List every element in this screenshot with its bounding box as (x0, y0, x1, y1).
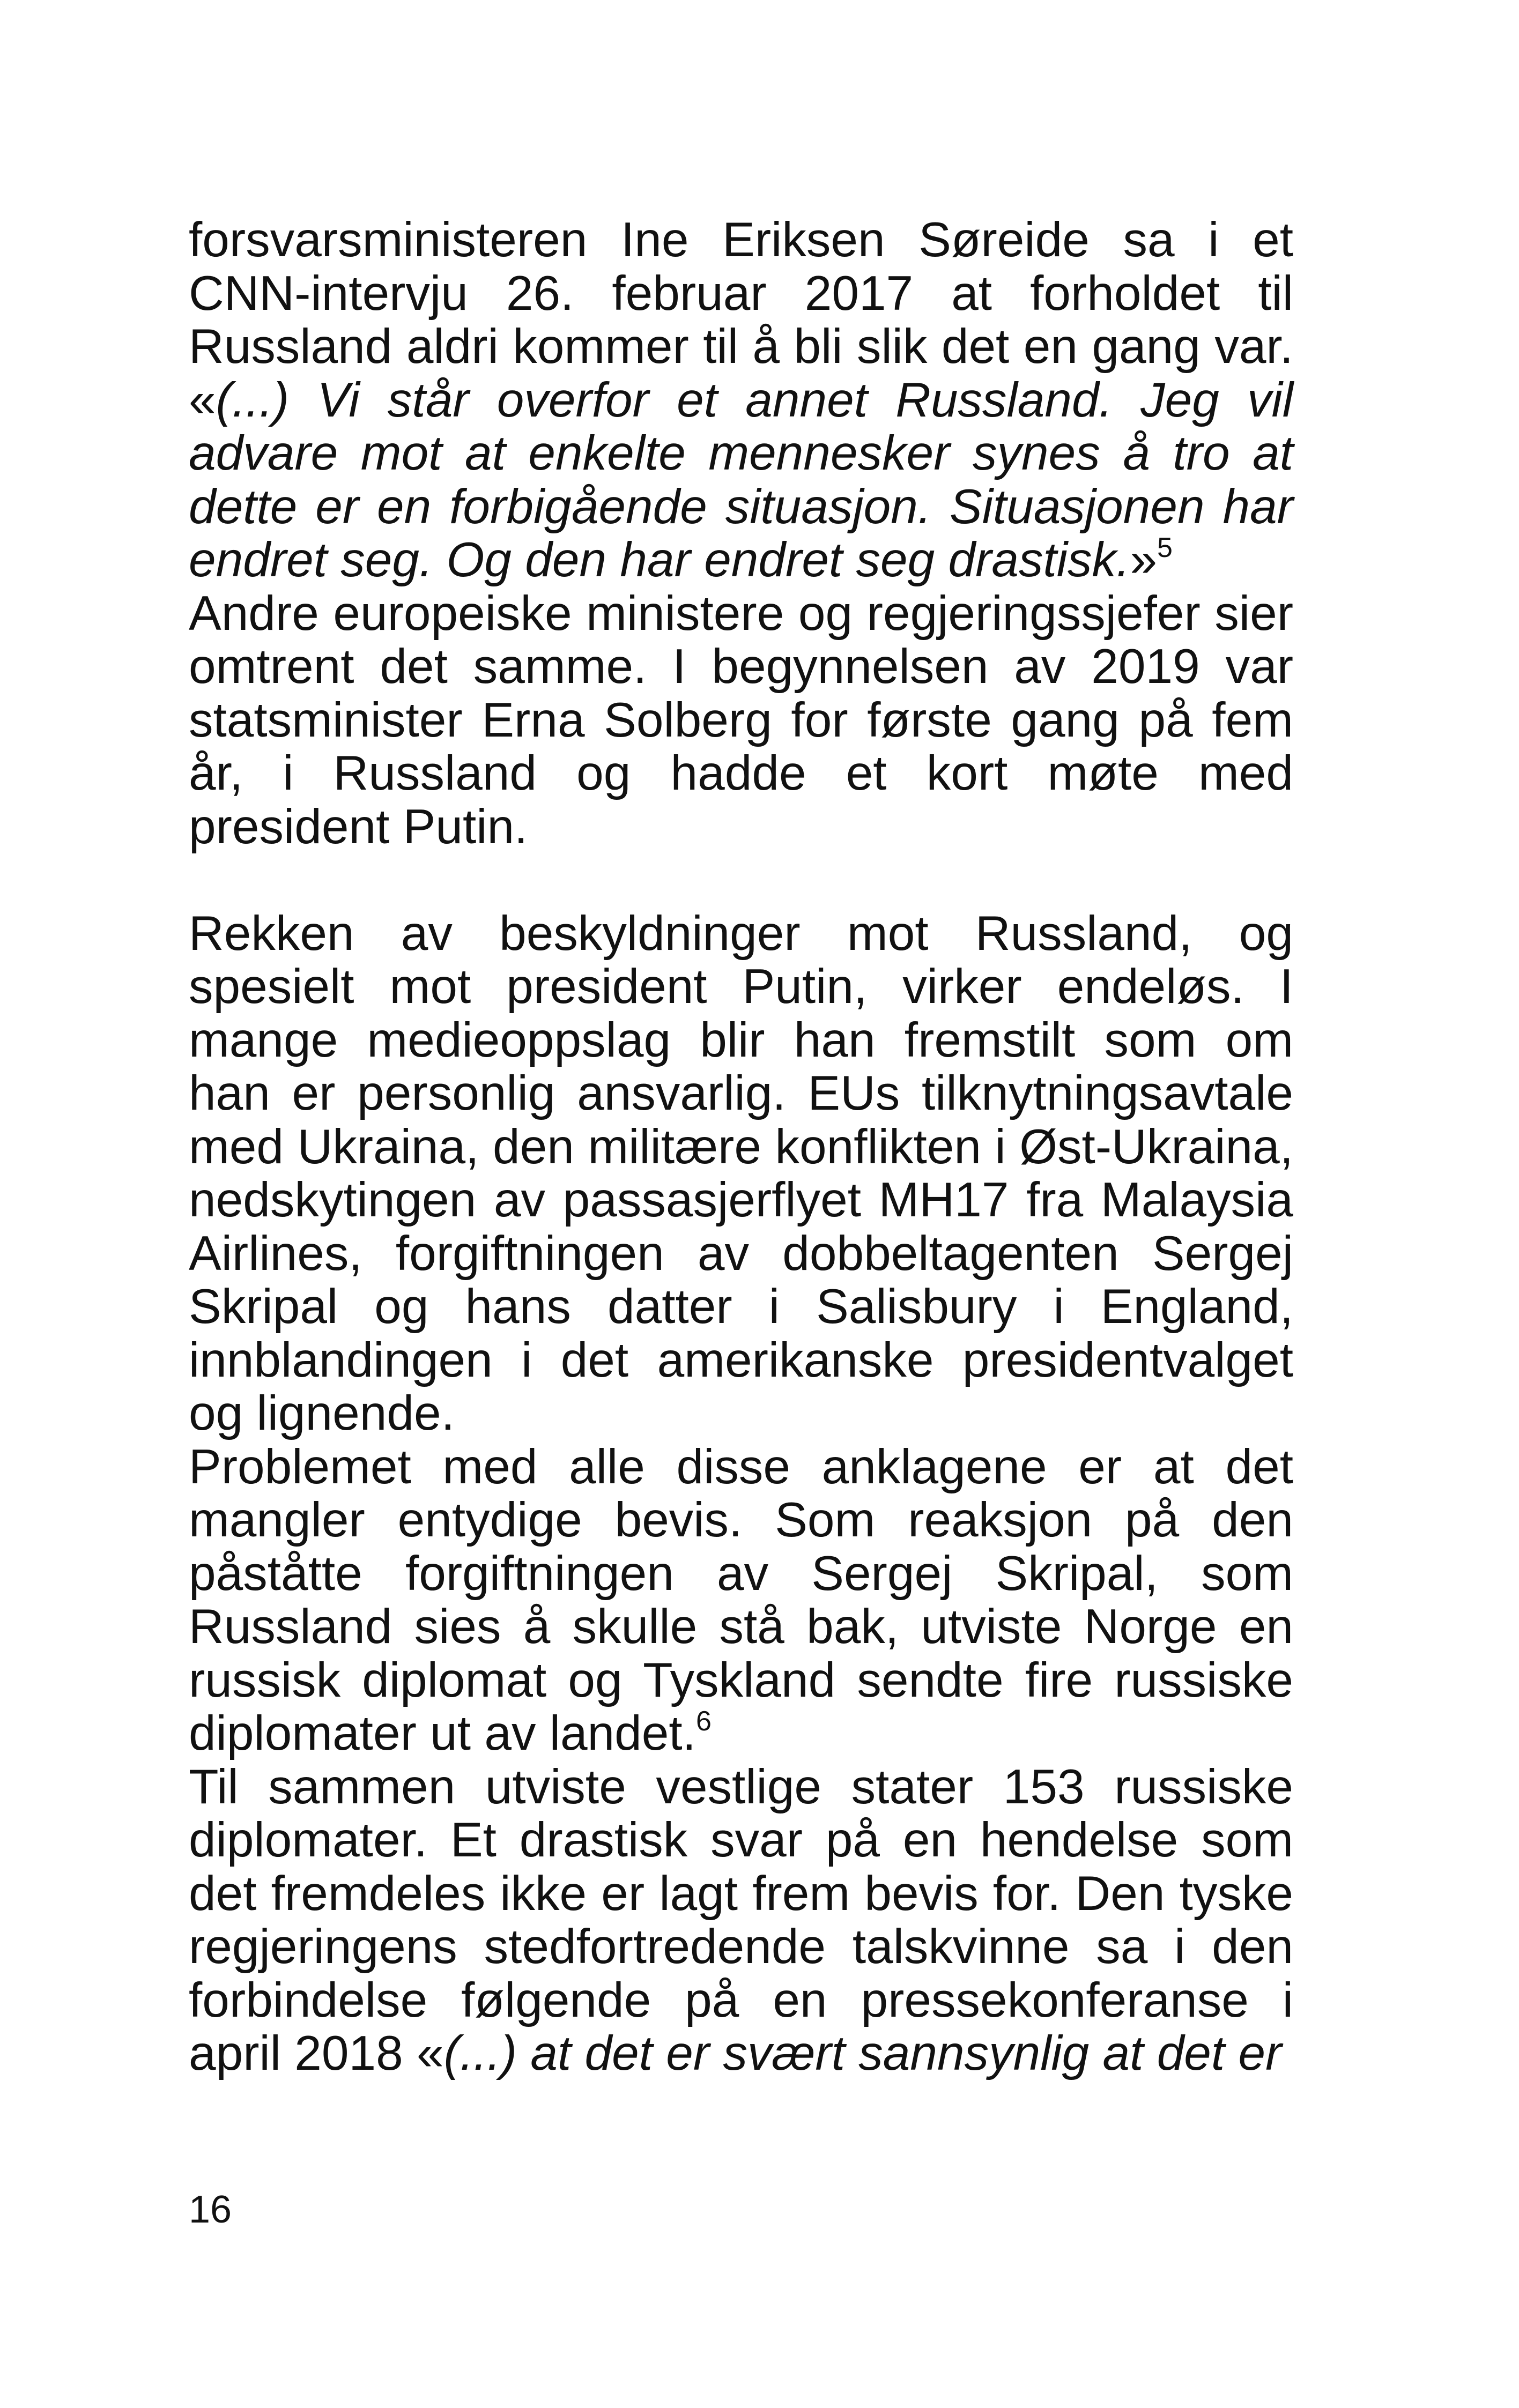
paragraph (189, 907, 1293, 1440)
text-span: Rekken av beskyldninger mot Russland, og spesielt mot president Putin, virker endeløs. I mange medieoppslag blir han fremstilt som om han er personlig ansvarlig. EUs tilknytningsavtale med Ukraina, den militære konflikten i Øst-Ukraina, nedskytingen av passasjerflyet MH17 fra Malaysia Airlines, forgiftningen av dobbeltagenten Sergej Skripal og hans datter i Salisbury i England, innblandingen i det amerikanske presidentvalget og lignende. (189, 906, 1293, 1440)
paragraph (189, 587, 1293, 854)
text-span: » (1130, 533, 1157, 587)
body-text (189, 213, 1293, 2080)
footnote-marker: 5 (1157, 532, 1173, 563)
paragraph (189, 1440, 1293, 1760)
page-number: 16 (189, 2188, 232, 2231)
text-span: Andre europeiske ministere og regjeringssjefer sier omtrent det samme. I begynnelsen av 2019 var statsminister Erna Solberg for første gang på fem år, i Russland og hadde et kort møte med president Putin. (189, 586, 1293, 854)
text-span: forsvarsministeren Ine Eriksen Søreide sa i et CNN-intervju 26. februar 2017 at forholdet til Russland aldri kommer til å bli slik det en gang var. « (189, 213, 1293, 427)
text-span: Til sammen utviste vestlige stater 153 russiske diplomater. Et drastisk svar på en hendelse som det fremdeles ikke er lagt frem bevis for. Den tyske regjeringens stedfortredende talskvinne sa i den forbindelse følgende på en pressekonferanse i april 2018 « (189, 1759, 1293, 2080)
italic-quote: (...) Vi står overfor et annet Russland. Jeg vil advare mot at enkelte mennesker synes å tro at dette er en forbigående situasjon. Situasjonen har endret seg. Og den har endret seg drastisk. (189, 373, 1293, 587)
paragraph (189, 1760, 1293, 2080)
footnote-marker: 6 (695, 1706, 712, 1737)
paragraph (189, 213, 1293, 587)
italic-quote: (...) at det er svært sannsynlig at det er (443, 2026, 1282, 2080)
text-span: Problemet med alle disse anklagene er at det mangler entydige bevis. Som reaksjon på den påståtte forgiftningen av Sergej Skripal, som Russland sies å skulle stå bak, utviste Norge en russisk diplomat og Tyskland sendte fire russiske diplomater ut av landet. (189, 1439, 1293, 1760)
